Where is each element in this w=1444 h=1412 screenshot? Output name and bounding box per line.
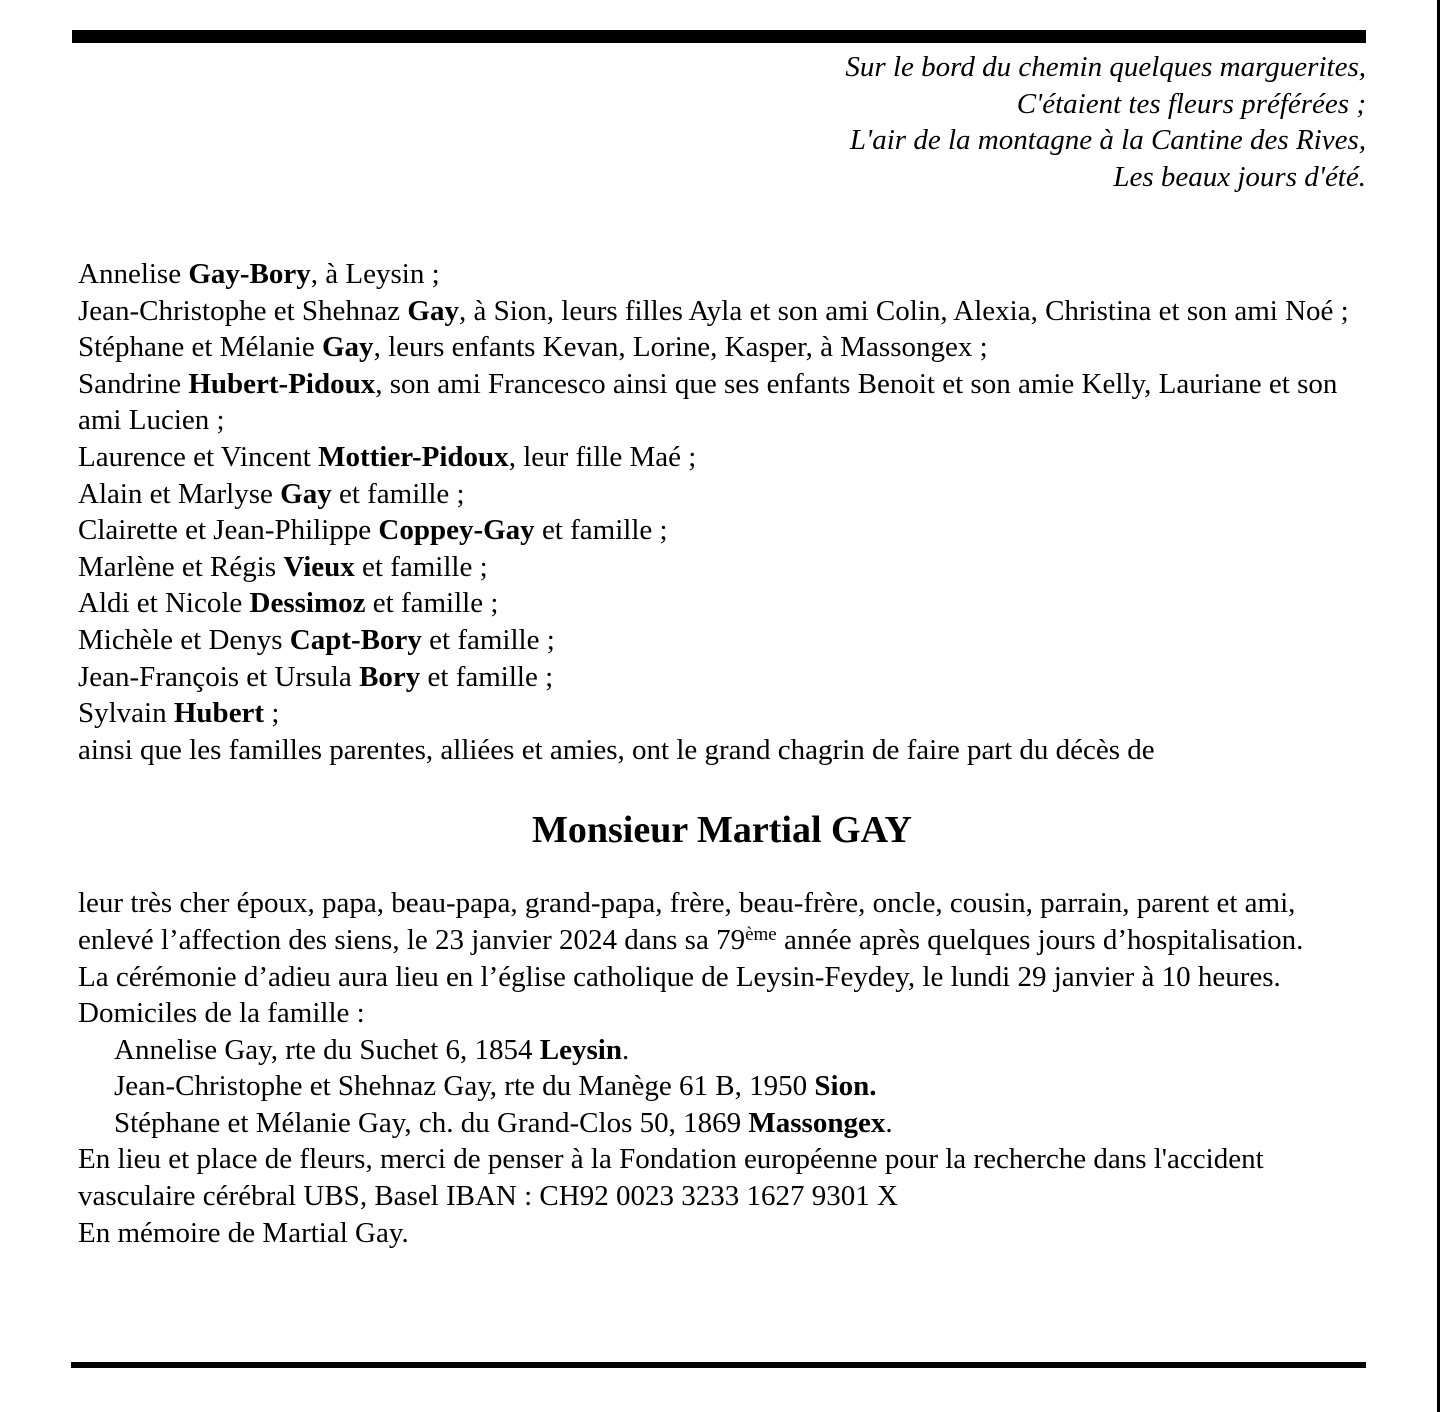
family-line-pre: Marlène et Régis — [78, 550, 284, 583]
family-line-post: et famille ; — [534, 514, 668, 547]
family-closing-line: ainsi que les familles parentes, alliées et amies, ont le grand chagrin de faire part du décès de — [78, 733, 1155, 766]
family-line-post: ; — [264, 697, 280, 730]
family-line — [78, 549, 1366, 586]
family-line — [78, 695, 1366, 732]
family-line-post: et famille ; — [365, 587, 499, 620]
donation-paragraph: En lieu et place de fleurs, merci de penser à la Fondation européenne pour la recherche dans l'accident vasculaire cérébral UBS, Basel IBAN : CH92 0023 3233 1627 9301 X — [78, 1143, 1264, 1213]
family-line-pre: Stéphane et Mélanie — [78, 331, 322, 364]
family-line-post: et famille ; — [420, 660, 554, 693]
family-line-pre: Jean-François et Ursula — [78, 660, 360, 693]
family-line — [78, 512, 1366, 549]
family-line-post: , son ami Francesco ainsi que ses enfants Benoit et son amie Kelly, Lauriane et son ami Lucien ; — [78, 367, 1338, 437]
family-line — [78, 476, 1366, 513]
domicile-place: Massongex — [748, 1106, 886, 1139]
domicile-line-end: . — [885, 1106, 893, 1139]
family-line-pre: Clairette et Jean-Philippe — [78, 514, 379, 547]
family-surname: Vieux — [283, 550, 355, 583]
family-surname: Coppey-Gay — [378, 514, 535, 547]
domicile-line-end: . — [621, 1033, 630, 1066]
family-surname: Capt-Bory — [289, 623, 422, 656]
poem-line: C'étaient tes fleurs préférées ; — [1016, 87, 1366, 120]
family-line-pre: Laurence et Vincent — [78, 440, 319, 473]
family-line-pre: Alain et Marlyse — [78, 477, 281, 510]
family-line — [78, 622, 1366, 659]
family-line-post: , leur fille Maé ; — [508, 440, 697, 473]
family-surname: Gay — [407, 294, 459, 327]
domicile-place: Leysin — [539, 1033, 622, 1066]
family-line — [78, 329, 1366, 366]
family-line — [78, 659, 1366, 696]
family-line — [78, 256, 1366, 293]
family-line-pre: Aldi et Nicole — [78, 587, 250, 620]
domicile-address: Annelise Gay, rte du Suchet 6, 1854 — [114, 1033, 540, 1066]
domicile-place: Sion. — [814, 1070, 877, 1103]
domicile-address: Stéphane et Mélanie Gay, ch. du Grand-Clos 50, 1869 — [114, 1106, 749, 1139]
memorial-line: En mémoire de Martial Gay. — [78, 1216, 409, 1249]
family-line-post: , leurs enfants Kevan, Lorine, Kasper, à Massongex ; — [373, 331, 988, 364]
family-surname: Hubert-Pidoux — [188, 367, 376, 400]
family-surname: Dessimoz — [249, 587, 366, 620]
family-surname: Gay — [280, 477, 332, 510]
domiciles-heading: Domiciles de la famille : — [78, 997, 365, 1030]
family-surname: Hubert — [173, 697, 265, 730]
epigraph-poem — [78, 49, 1366, 195]
page-content — [78, 44, 1366, 1251]
domicile-address: Jean-Christophe et Shehnaz Gay, rte du Manège 61 B, 1950 — [114, 1070, 815, 1103]
family-line — [78, 585, 1366, 622]
death-announcement-text: leur très cher époux, papa, beau-papa, grand-papa, frère, beau-frère, oncle, cousin, parrain, parent et ami, enlevé l’affection des siens, le 23 janvier 2024 dans sa 79 — [78, 887, 1296, 956]
domicile-line — [78, 1068, 1366, 1105]
family-line — [78, 439, 1366, 476]
deceased-name-title: Monsieur Martial GAY — [532, 809, 912, 852]
announcement-text — [78, 885, 1366, 1251]
death-announcement-text-end: année après quelques jours d’hospitalisation. — [776, 923, 1304, 956]
family-line-post: et famille ; — [421, 623, 555, 656]
family-line-post: et famille ; — [331, 477, 465, 510]
death-announcement-paragraph — [78, 885, 1366, 958]
family-surname: Bory — [359, 660, 421, 693]
family-line-pre: Sandrine — [78, 367, 189, 400]
top-horizontal-rule — [72, 30, 1366, 43]
ceremony-paragraph: La cérémonie d’adieu aura lieu en l’église catholique de Leysin-Feydey, le lundi 29 janvier à 10 heures. — [78, 960, 1281, 993]
family-surname: Gay-Bory — [188, 258, 311, 290]
family-line — [78, 366, 1366, 439]
family-line-post: , à Leysin ; — [310, 258, 440, 290]
family-line-post: , à Sion, leurs filles Ayla et son ami Colin, Alexia, Christina et son ami Noé ; — [458, 294, 1349, 327]
family-surname: Mottier-Pidoux — [318, 440, 509, 473]
family-line — [78, 293, 1366, 330]
domicile-line — [78, 1105, 1366, 1142]
family-line-pre: Sylvain — [78, 697, 174, 730]
family-list — [78, 256, 1366, 768]
family-line-pre: Jean-Christophe et Shehnaz — [78, 294, 408, 327]
family-line-pre: Annelise — [78, 258, 189, 290]
domicile-line — [78, 1032, 1366, 1069]
poem-line: Les beaux jours d'été. — [1113, 160, 1366, 193]
ordinal-superscript: ème — [745, 924, 777, 946]
family-line-pre: Michèle et Denys — [78, 623, 290, 656]
family-line-post: et famille ; — [354, 550, 488, 583]
poem-line: Sur le bord du chemin quelques marguerites, — [845, 51, 1366, 83]
poem-line: L'air de la montagne à la Cantine des Rives, — [849, 124, 1366, 156]
family-surname: Gay — [322, 331, 374, 364]
page-right-border-rule — [1437, 0, 1440, 1412]
bottom-horizontal-rule — [71, 1362, 1366, 1368]
